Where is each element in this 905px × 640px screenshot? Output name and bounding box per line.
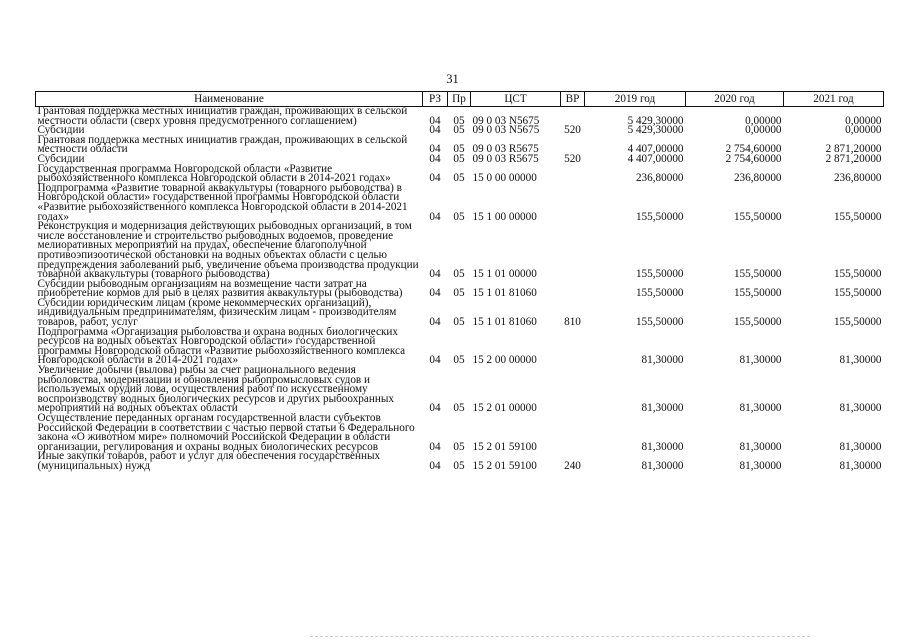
table-row: [36, 184, 884, 222]
header-2019: 2019 год: [585, 92, 686, 107]
row-cst: 15 1 00 00000: [472, 210, 537, 223]
row-2020: 155,50000: [733, 316, 782, 329]
table-row: [36, 328, 884, 366]
table-row: [36, 452, 884, 471]
row-2019: 81,30000: [641, 459, 684, 472]
header-pr: Пр: [448, 92, 471, 107]
row-name: Подпрограмма «Организация рыболовства и охрана водных биологических ресурсов на водных объектах Новгородской области» государственной программы Новгородской области «Развитие рыбохозяйственного комплекса Новгородской области в 2014-2021 годах»: [37, 325, 406, 367]
row-2020: 236,80000: [733, 172, 782, 185]
row-rz: 04: [429, 354, 441, 367]
row-2019: 236,80000: [635, 172, 684, 185]
row-vr: 810: [564, 316, 581, 329]
row-vr: [561, 366, 585, 414]
row-cst: 15 1 01 00000: [472, 268, 537, 281]
row-name: Осуществление переданных органам государственной власти субъектов Российской Федерации в соответствии с частью первой статьи 6 Федерального закона «О животном мире» полномочий Российской Федерации в области организации, регулирования и охраны водных биологических ресурсов: [37, 412, 415, 453]
row-2021: 0,00000: [845, 124, 882, 137]
row-pr: 05: [453, 268, 465, 281]
row-2020: 81,30000: [739, 402, 782, 415]
row-2021: 81,30000: [839, 354, 882, 367]
header-rz: РЗ: [423, 92, 448, 107]
row-pr: 05: [453, 152, 465, 165]
row-name: Субсидии: [37, 152, 85, 165]
row-pr: 05: [453, 210, 465, 223]
row-vr: [561, 414, 585, 452]
header-vr: ВР: [561, 92, 585, 107]
row-rz: 04: [429, 316, 441, 329]
row-cst: 09 0 03 R5675: [472, 152, 539, 165]
row-vr: [561, 165, 585, 184]
row-name: Грантовая поддержка местных инициатив граждан, проживающих в сельской местности области: [37, 133, 408, 156]
row-cst: 09 0 03 R5675: [472, 143, 539, 156]
row-2020: 155,50000: [733, 268, 782, 281]
row-cst: 15 0 00 00000: [472, 172, 537, 185]
row-pr: 05: [453, 316, 465, 329]
row-2020: 155,50000: [733, 287, 782, 300]
row-2019: 4 407,00000: [627, 143, 684, 156]
row-2019: 81,30000: [641, 402, 684, 415]
row-2021: 155,50000: [833, 268, 882, 281]
row-rz: 04: [429, 172, 441, 185]
row-2020: 81,30000: [739, 459, 782, 472]
row-vr: [561, 222, 585, 280]
row-cst: 15 1 01 81060: [472, 287, 537, 300]
row-2021: 2 871,20000: [825, 143, 882, 156]
row-rz: 04: [429, 124, 441, 137]
row-vr: 520: [564, 124, 581, 137]
row-2021: 2 871,20000: [825, 152, 882, 165]
row-pr: 05: [453, 354, 465, 367]
row-pr: 05: [453, 440, 465, 453]
row-pr: 05: [453, 172, 465, 185]
table-row: [36, 414, 884, 452]
row-2019: 155,50000: [635, 287, 684, 300]
row-2021: 81,30000: [839, 459, 882, 472]
header-name: Наименование: [36, 92, 423, 107]
row-cst: 15 2 01 59100: [472, 459, 537, 472]
row-2019: 81,30000: [641, 354, 684, 367]
row-2019: 81,30000: [641, 440, 684, 453]
row-name: Грантовая поддержка местных инициатив граждан, проживающих в сельской местности области (сверх уровня предусмотренного соглашением): [37, 105, 408, 127]
row-pr: 05: [453, 114, 465, 127]
row-2020: 81,30000: [739, 440, 782, 453]
row-2020: 0,00000: [745, 124, 782, 137]
row-rz: 04: [429, 152, 441, 165]
row-rz: 04: [429, 440, 441, 453]
scan-edge-divider: [310, 636, 810, 639]
row-2021: 0,00000: [845, 114, 882, 127]
header-2021: 2021 год: [784, 92, 884, 107]
table-row: [36, 222, 884, 280]
budget-table: [35, 91, 884, 472]
row-2019: 155,50000: [635, 316, 684, 329]
row-name: Реконструкция и модернизация действующих рыбоводных организаций, в том числе восстановление и строительство рыбоводных водоемов, проведение мелиоративных мероприятий на прудах, обеспечение благополучной противоэпизоотической обстановки на водных объектах области с целью предупреждения заболеваний рыб, увеличение объема производства продукции товарной аквакультуры (товарного рыбоводства): [37, 220, 419, 281]
row-2021: 155,50000: [833, 316, 882, 329]
row-pr: 05: [453, 287, 465, 300]
row-cst: 09 0 03 N5675: [472, 114, 540, 127]
row-rz: 04: [429, 114, 441, 127]
table-row: [36, 299, 884, 328]
header-cst: ЦСТ: [471, 92, 561, 107]
row-2019: 4 407,00000: [627, 152, 684, 165]
row-cst: 15 2 01 00000: [472, 402, 537, 415]
header-2020: 2020 год: [686, 92, 784, 107]
row-name: Подпрограмма «Развитие товарной аквакультуры (товарного рыбоводства) в Новгородской области» государственной программы Новгородской области «Развитие рыбохозяйственного комплекса Новгородской области в 2014-2021 годах»: [37, 181, 408, 223]
row-vr: [561, 280, 585, 299]
row-2019: 5 429,30000: [627, 114, 684, 127]
row-2021: 236,80000: [833, 172, 882, 185]
row-vr: 520: [564, 152, 581, 165]
row-pr: 05: [453, 402, 465, 415]
row-name: Увеличение добычи (вылова) рыбы за счет рационального ведения рыболовства, модернизации и обновления рыбопромысловых судов и используемых орудий лова, осуществления работ по искусственному воспроизводству водных биологических ресурсов и других рыбоохранных мероприятий на водных объектах области: [37, 364, 394, 415]
row-2021: 81,30000: [839, 440, 882, 453]
row-pr: 05: [453, 459, 465, 472]
row-2020: 0,00000: [745, 114, 782, 127]
row-2021: 155,50000: [833, 287, 882, 300]
row-2021: 81,30000: [839, 402, 882, 415]
row-rz: 04: [429, 287, 441, 300]
row-rz: 04: [429, 143, 441, 156]
row-pr: 05: [453, 143, 465, 156]
table-row: [36, 366, 884, 414]
row-vr: [561, 328, 585, 366]
row-2021: 155,50000: [833, 210, 882, 223]
row-2020: 81,30000: [739, 354, 782, 367]
row-name: Государственная программа Новгородской области «Развитие рыбохозяйственного комплекса Новгородской области в 2014-2021 годах»: [37, 162, 391, 185]
row-cst: 15 2 01 59100: [472, 440, 537, 453]
row-name: Субсидии: [37, 124, 85, 137]
row-cst: 15 1 01 81060: [472, 316, 537, 329]
row-2020: 2 754,60000: [725, 152, 782, 165]
row-2019: 155,50000: [635, 268, 684, 281]
row-2019: 155,50000: [635, 210, 684, 223]
table-row: [36, 280, 884, 299]
row-name: Иные закупки товаров, работ и услуг для обеспечения государственных (муниципальных) нужд: [37, 450, 381, 472]
row-2020: 2 754,60000: [725, 143, 782, 156]
row-2020: 155,50000: [733, 210, 782, 223]
row-name: Субсидии рыбоводным организациям на возмещение части затрат на приобретение кормов для рыб в целях развития аквакультуры (рыбоводства): [37, 277, 403, 300]
row-cst: 09 0 03 N5675: [472, 124, 540, 137]
row-vr: [561, 184, 585, 222]
row-rz: 04: [429, 210, 441, 223]
row-2019: 5 429,30000: [627, 124, 684, 137]
row-vr: 240: [564, 459, 581, 472]
row-cst: 15 2 00 00000: [472, 354, 537, 367]
row-rz: 04: [429, 459, 441, 472]
page-number: 31: [446, 72, 459, 86]
table-row: [36, 165, 884, 184]
row-pr: 05: [453, 124, 465, 137]
row-name: Субсидии юридическим лицам (кроме некоммерческих организаций), индивидуальным предпринимателям, физическим лицам - производителям товаров, работ, услуг: [37, 296, 397, 329]
row-rz: 04: [429, 402, 441, 415]
row-rz: 04: [429, 268, 441, 281]
